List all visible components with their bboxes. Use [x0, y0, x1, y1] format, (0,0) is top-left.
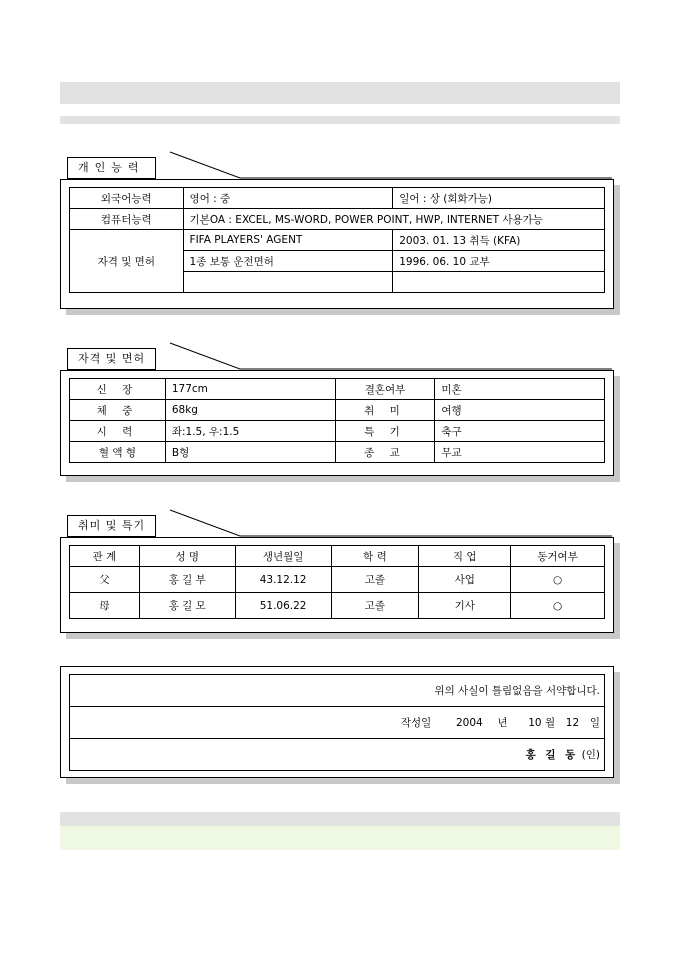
hobby-value: 여행 — [435, 400, 605, 421]
language-label: 외국어능력 — [70, 188, 184, 209]
license-date: 1996. 06. 10 교부 — [393, 251, 605, 272]
section-tab-profile: 자격 및 면허 — [67, 348, 156, 370]
computer-label: 컴퓨터능력 — [70, 209, 184, 230]
computer-value: 기본OA : EXCEL, MS-WORD, POWER POINT, HWP, INTERNET 사용가능 — [183, 209, 604, 230]
profile-table — [69, 378, 605, 463]
column-header: 성 명 — [139, 546, 235, 567]
date-month: 10 — [528, 717, 542, 729]
height-label: 신 장 — [70, 379, 166, 400]
seal-mark: (인) — [581, 749, 600, 761]
table-row — [70, 421, 605, 442]
pledge-section — [60, 666, 614, 778]
empty-cell — [393, 272, 605, 293]
empty-cell — [183, 272, 393, 293]
relation-cell: 父 — [70, 567, 140, 593]
signer-name: 홍 길 동 — [525, 749, 579, 761]
religion-label: 종 교 — [335, 442, 435, 463]
pledge-table — [69, 674, 605, 771]
column-header: 관 계 — [70, 546, 140, 567]
date-day-unit: 일 — [589, 717, 600, 729]
family-section — [60, 537, 614, 633]
license-name: FIFA PLAYERS' AGENT — [183, 230, 393, 251]
personal-ability-section — [60, 179, 614, 309]
hobby-label: 취 미 — [335, 400, 435, 421]
date-year: 2004 — [455, 717, 483, 729]
skill-label: 특 기 — [335, 421, 435, 442]
skill-value: 축구 — [435, 421, 605, 442]
table-row — [70, 593, 605, 619]
pledge-date — [70, 707, 605, 739]
section-tab-personal: 개인능력 — [67, 157, 156, 179]
license-label: 자격 및 면허 — [70, 230, 184, 293]
table-row — [70, 230, 605, 251]
tab-connector — [170, 509, 620, 539]
job-cell: 사업 — [419, 567, 511, 593]
personal-ability-table — [69, 187, 605, 293]
vision-value: 좌:1.5, 우:1.5 — [165, 421, 335, 442]
date-day: 12 — [565, 717, 580, 729]
section-tab-family: 취미 및 특기 — [67, 515, 156, 537]
table-row — [70, 739, 605, 771]
weight-value: 68kg — [165, 400, 335, 421]
blood-value: B형 — [165, 442, 335, 463]
education-cell: 고졸 — [331, 593, 419, 619]
married-value: 미혼 — [435, 379, 605, 400]
footer-band-green — [60, 826, 620, 850]
job-cell: 기사 — [419, 593, 511, 619]
column-header: 동거여부 — [511, 546, 605, 567]
vision-label: 시 력 — [70, 421, 166, 442]
date-label: 작성일 — [400, 717, 432, 729]
profile-section — [60, 370, 614, 476]
table-row — [70, 567, 605, 593]
license-name: 1종 보통 운전면허 — [183, 251, 393, 272]
table-row — [70, 707, 605, 739]
married-label: 결혼여부 — [335, 379, 435, 400]
blood-label: 혈 액 형 — [70, 442, 166, 463]
cohabit-cell: ○ — [511, 593, 605, 619]
tab-connector — [170, 151, 620, 181]
cohabit-cell: ○ — [511, 567, 605, 593]
relation-cell: 母 — [70, 593, 140, 619]
table-row — [70, 675, 605, 707]
birthdate-cell: 51.06.22 — [235, 593, 331, 619]
religion-value: 무교 — [435, 442, 605, 463]
table-row — [70, 400, 605, 421]
column-header: 생년월일 — [235, 546, 331, 567]
date-year-unit: 년 — [497, 717, 508, 729]
education-cell: 고졸 — [331, 567, 419, 593]
weight-label: 체 중 — [70, 400, 166, 421]
header-band — [60, 82, 620, 104]
height-value: 177cm — [165, 379, 335, 400]
table-row — [70, 188, 605, 209]
table-row — [70, 442, 605, 463]
birthdate-cell: 43.12.12 — [235, 567, 331, 593]
family-table — [69, 545, 605, 619]
column-header: 학 력 — [331, 546, 419, 567]
pledge-statement: 위의 사실이 틀림없음을 서약합니다. — [70, 675, 605, 707]
tab-connector — [170, 342, 620, 372]
table-row — [70, 379, 605, 400]
table-header-row — [70, 546, 605, 567]
english-level: 영어 : 중 — [183, 188, 393, 209]
footer-band — [60, 812, 620, 826]
name-cell: 홍 길 모 — [139, 593, 235, 619]
table-row — [70, 209, 605, 230]
license-date: 2003. 01. 13 취득 (KFA) — [393, 230, 605, 251]
header-band-thin — [60, 116, 620, 124]
name-cell: 홍 길 부 — [139, 567, 235, 593]
japanese-level: 일어 : 상 (회화가능) — [393, 188, 605, 209]
signature-line — [70, 739, 605, 771]
column-header: 직 업 — [419, 546, 511, 567]
date-month-unit: 월 — [544, 717, 556, 729]
